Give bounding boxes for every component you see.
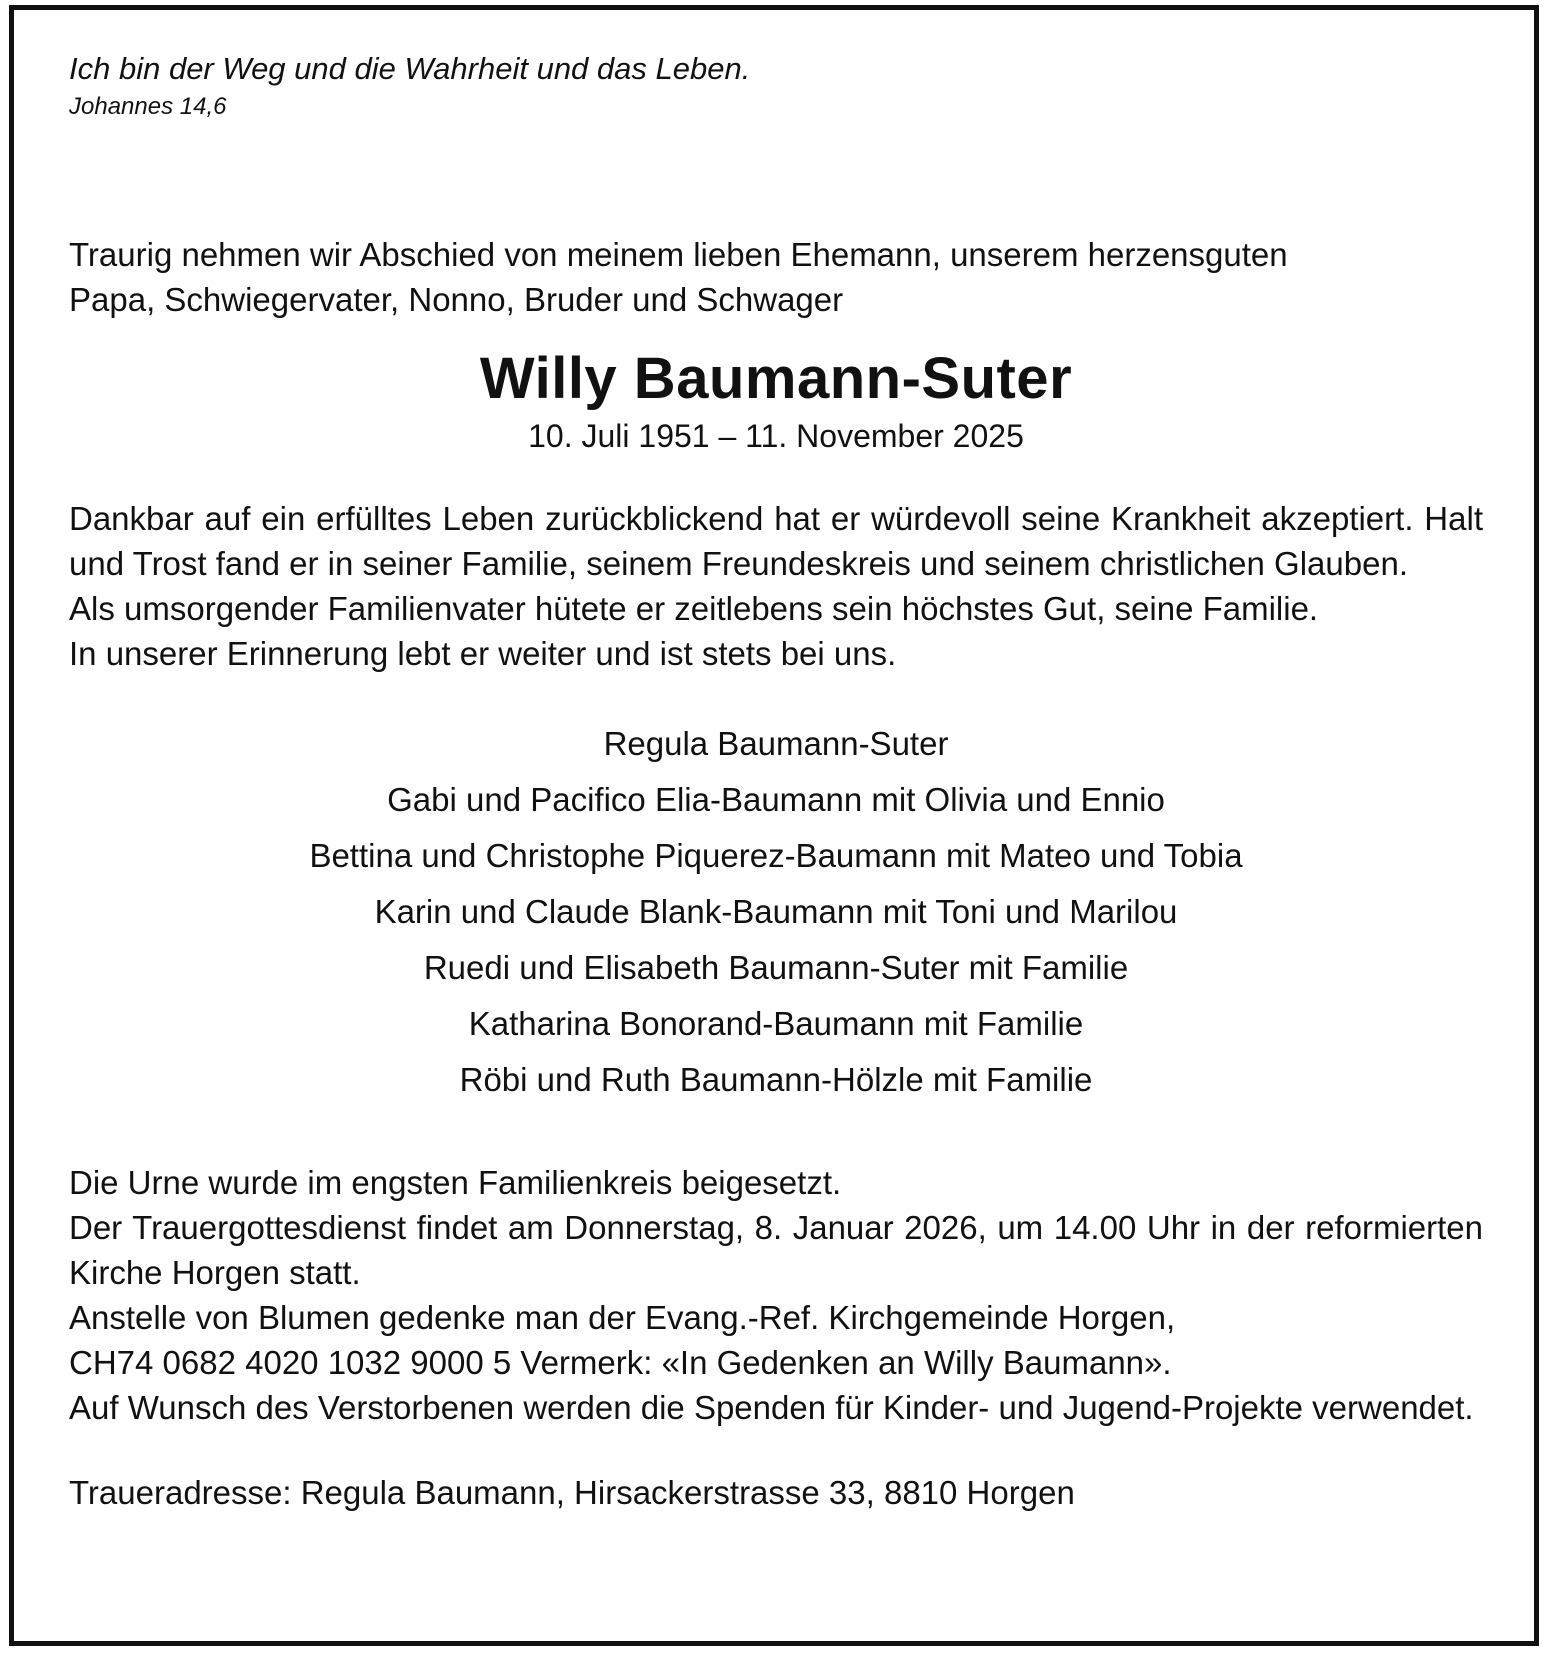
service-notes	[69, 1160, 1483, 1430]
mourner-item: Röbi und Ruth Baumann-Hölzle mit Familie	[459, 1061, 1093, 1098]
deceased-name: Willy Baumann-Suter	[479, 346, 1073, 411]
donation-wish-note: Auf Wunsch des Verstorbenen werden die Spenden für Kinder- und Jugend-Projekte verwendet.	[69, 1389, 1474, 1426]
mourning-address: Traueradresse: Regula Baumann, Hirsackerstrasse 33, 8810 Horgen	[69, 1474, 1075, 1511]
mourner-item: Bettina und Christophe Piquerez-Baumann mit Mateo und Tobia	[309, 837, 1243, 874]
bible-verse-reference: Johannes 14,6	[69, 93, 227, 120]
tribute-paragraph-3: In unserer Erinnerung lebt er weiter und ist stets bei uns.	[69, 635, 897, 672]
intro-line-1: Traurig nehmen wir Abschied von meinem lieben Ehemann, unserem herzensguten	[69, 236, 1288, 273]
mourner-item: Katharina Bonorand-Baumann mit Familie	[468, 1005, 1084, 1042]
tribute-text	[69, 496, 1483, 676]
service-note: Der Trauergottesdienst findet am Donnerstag, 8. Januar 2026, um 14.00 Uhr in der reformierten Kirche Horgen statt.	[69, 1209, 1483, 1291]
mourner-item: Regula Baumann-Suter	[603, 725, 949, 762]
mourner-item: Gabi und Pacifico Elia-Baumann mit Olivia und Ennio	[387, 781, 1165, 818]
intro-line-2: Papa, Schwiegervater, Nonno, Bruder und Schwager	[69, 281, 844, 318]
mourners-list	[69, 716, 1483, 1108]
bible-verse: Ich bin der Weg und die Wahrheit und das Leben.	[69, 51, 751, 86]
tribute-paragraph-2: Als umsorgender Familienvater hütete er zeitlebens sein höchstes Gut, seine Familie.	[69, 590, 1319, 627]
obituary-content	[69, 48, 1483, 1515]
mourner-item: Karin und Claude Blank-Baumann mit Toni und Marilou	[374, 893, 1178, 930]
intro-text	[69, 232, 1483, 322]
mourner-item: Ruedi und Elisabeth Baumann-Suter mit Familie	[423, 949, 1129, 986]
urn-note: Die Urne wurde im engsten Familienkreis beigesetzt.	[69, 1164, 842, 1201]
donation-note-line-1: Anstelle von Blumen gedenke man der Evang.-Ref. Kirchgemeinde Horgen,	[69, 1299, 1176, 1336]
tribute-paragraph-1: Dankbar auf ein erfülltes Leben zurückblickend hat er würdevoll seine Krankheit akzeptiert. Halt und Trost fand er in seiner Familie, seinem Freundeskreis und seinem christlichen Glauben.	[69, 500, 1483, 582]
donation-note-line-2: CH74 0682 4020 1032 9000 5 Vermerk: «In Gedenken an Willy Baumann».	[69, 1344, 1172, 1381]
life-dates: 10. Juli 1951 – 11. November 2025	[528, 418, 1024, 454]
